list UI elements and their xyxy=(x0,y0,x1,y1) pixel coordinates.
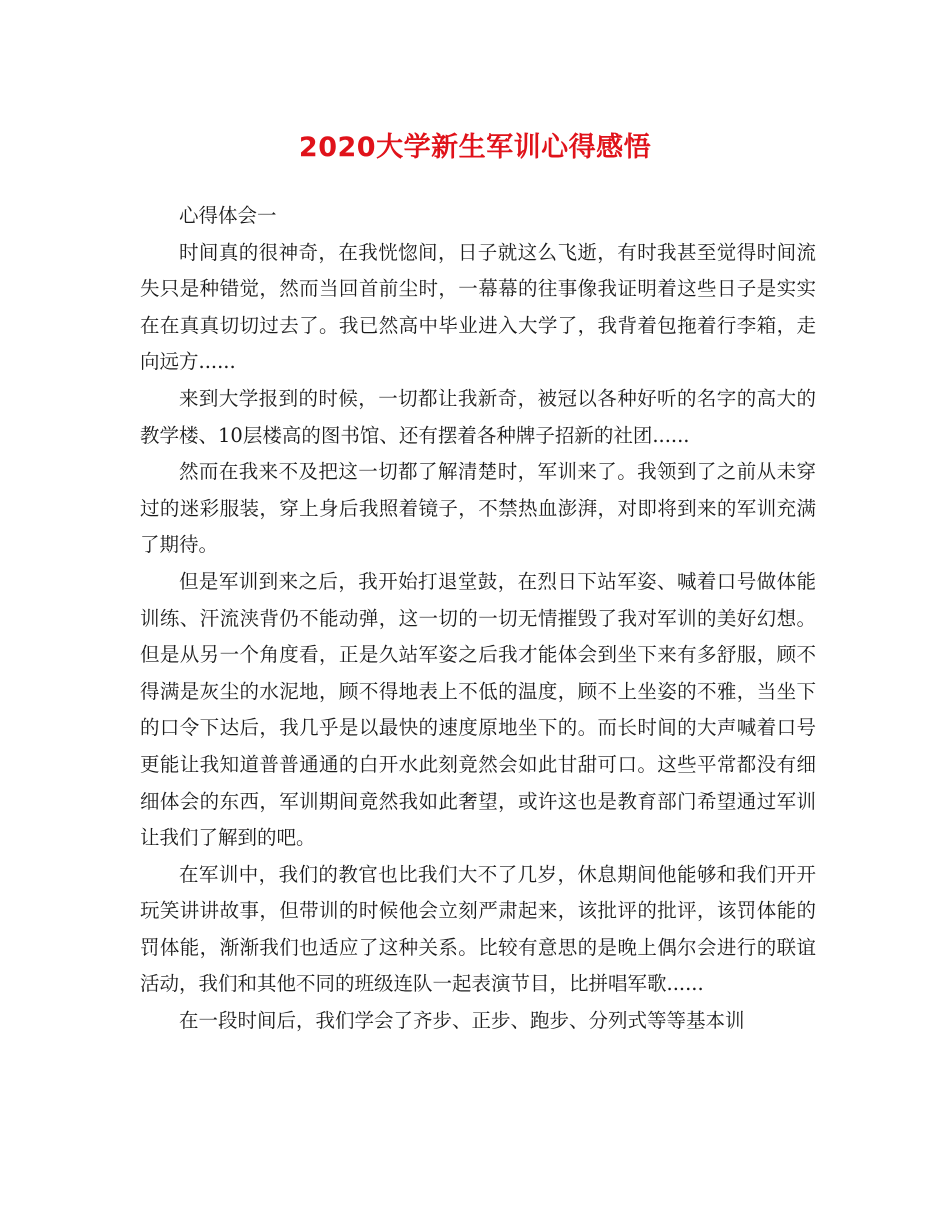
paragraph-3: 然而在我来不及把这一切都了解清楚时，军训来了。我领到了之前从未穿过的迷彩服装，穿上身后我照着镜子，不禁热血澎湃，对即将到来的军训充满了期待。 xyxy=(140,460,816,557)
paragraph-4: 但是军训到来之后，我开始打退堂鼓，在烈日下站军姿、喊着口号做体能训练、汗流浃背仍不能动弹，这一切的一切无情摧毁了我对军训的美好幻想。但是从另一个角度看，正是久站军姿之后我才能体会到坐下来有多舒服，顾不得满是灰尘的水泥地，顾不得地表上不低的温度，顾不上坐姿的不雅，当坐下的口令下达后，我几乎是以最快的速度原地坐下的。而长时间的大声喊着口号更能让我知道普普通通的白开水此刻竟然会如此甘甜可口。这些平常都没有细细体会的东西，军训期间竟然我如此奢望，或许这也是教育部门希望通过军训让我们了解到的吧。 xyxy=(140,569,816,850)
paragraph-6: 在一段时间后，我们学会了齐步、正步、跑步、分列式等等基本训 xyxy=(179,1009,745,1033)
document-title: 2020大学新生军训心得感悟 xyxy=(298,132,652,163)
paragraph-2: 来到大学报到的时候，一切都让我新奇，被冠以各种好听的名字的高大的教学楼、10层楼高的图书馆、还有摆着各种牌子招新的社团...... xyxy=(140,386,816,447)
section-heading: 心得体会一 xyxy=(179,204,277,227)
document-body xyxy=(140,198,816,1040)
paragraph-5: 在军训中，我们的教官也比我们大不了几岁，休息期间他能够和我们开开玩笑讲讲故事，但带训的时候他会立刻严肃起来，该批评的批评，该罚体能的罚体能，渐渐我们也适应了这种关系。比较有意思的是晚上偶尔会进行的联谊活动，我们和其他不同的班级连队一起表演节目，比拼唱军歌...... xyxy=(140,862,816,996)
paragraph-1: 时间真的很神奇，在我恍惚间，日子就这么飞逝，有时我甚至觉得时间流失只是种错觉，然而当回首前尘时，一幕幕的往事像我证明着这些日子是实实在在真真切切过去了。我已然高中毕业进入大学了，我背着包拖着行李箱，走向远方...... xyxy=(140,240,816,374)
